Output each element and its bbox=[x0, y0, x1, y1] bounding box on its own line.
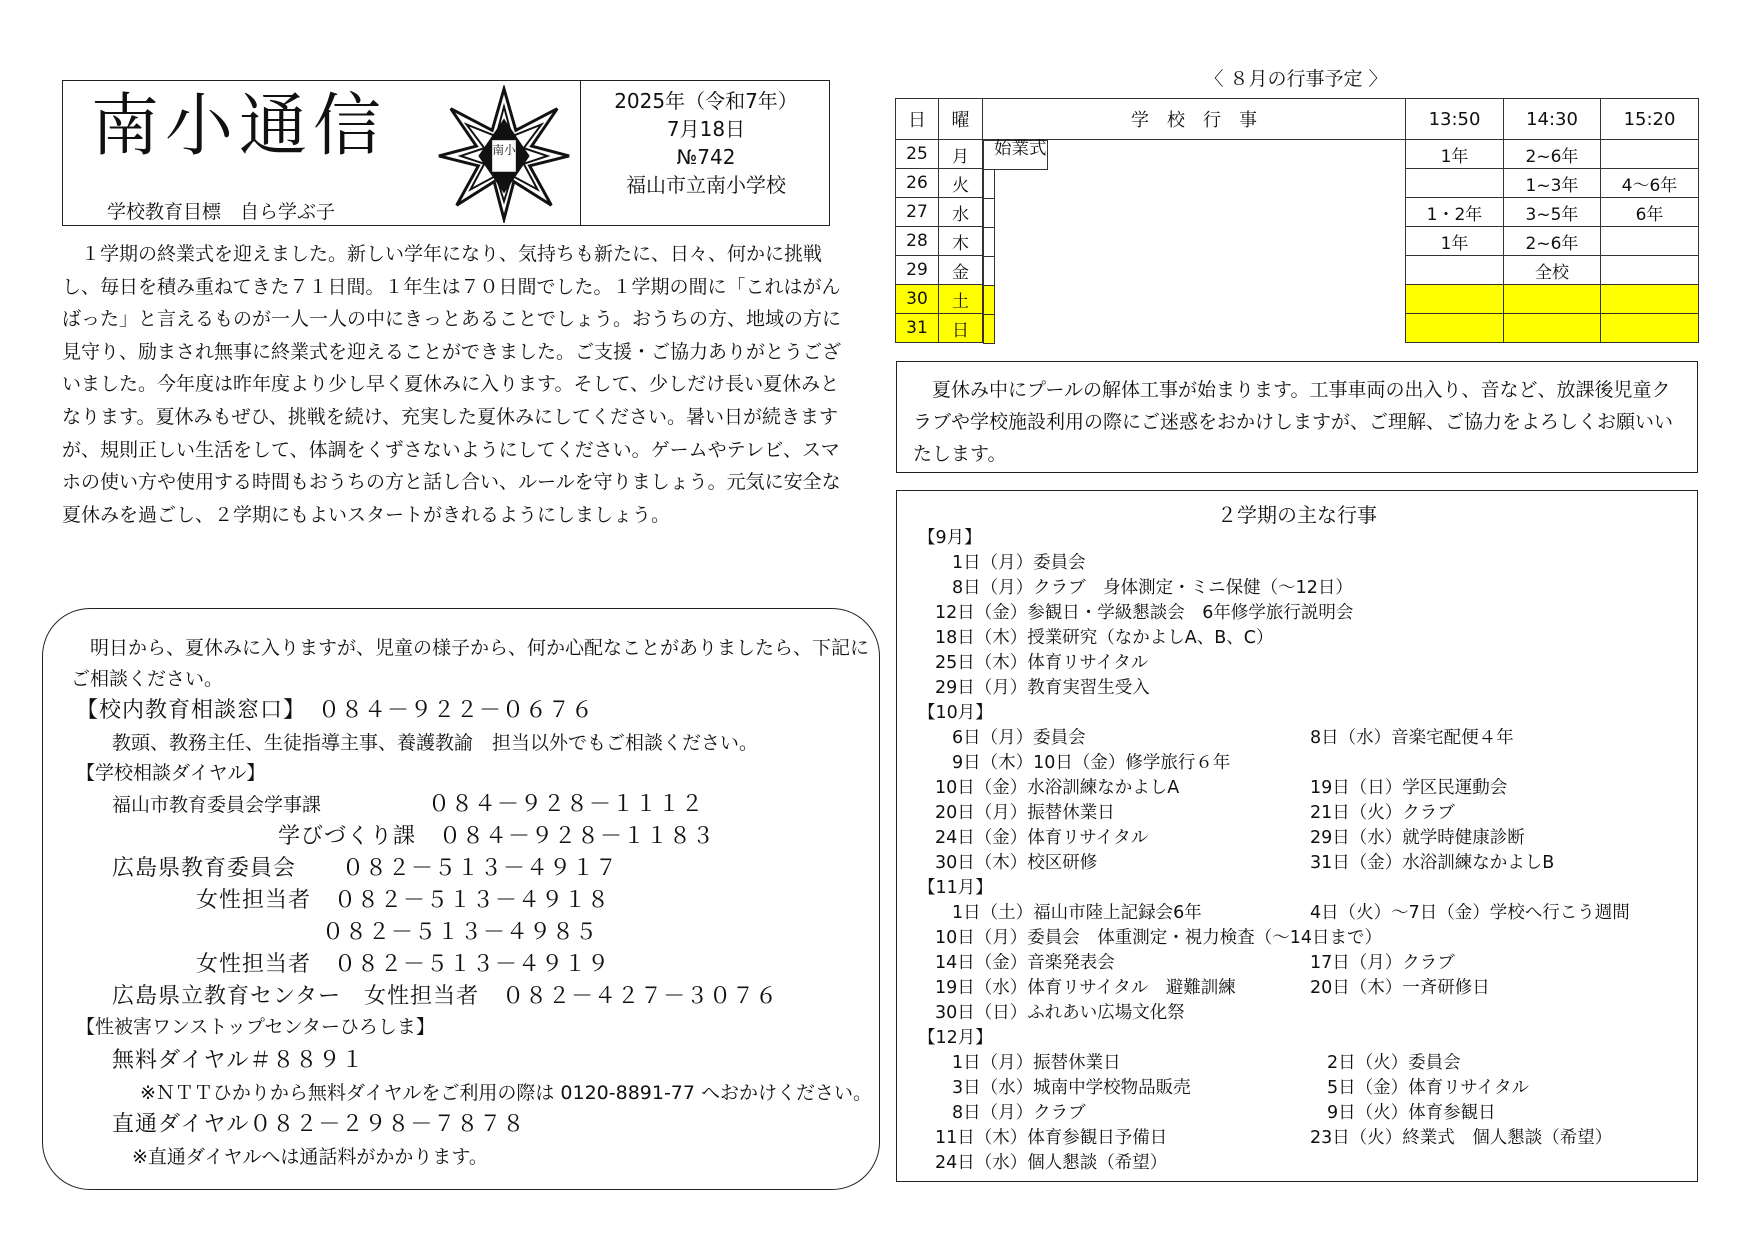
cell-1520 bbox=[1601, 285, 1699, 314]
col-1430: 14:30 bbox=[1504, 99, 1601, 140]
cell-day: 28 bbox=[896, 227, 939, 256]
cell-day: 27 bbox=[896, 198, 939, 227]
table-row bbox=[896, 169, 1699, 198]
cell-day: 30 bbox=[896, 285, 939, 314]
issue-number: №742 bbox=[676, 145, 736, 169]
consult-line: 学びづくり課 ０８４－９２８－１１８３ bbox=[278, 824, 716, 849]
cell-1350 bbox=[1406, 256, 1504, 285]
month-heading: 【9月】 bbox=[918, 528, 982, 548]
event-item: 31日（金）水浴訓練なかよしB bbox=[1310, 853, 1555, 873]
principal-message: １学期の終業式を迎えました。新しい学年になり、気持ちも新たに、日々、何かに挑戦し、毎日を積み重ねてきた７１日間。１年生は７０日間でした。１学期の間に「これはがんばった」と言えるものが一人一人の中にきっとあることでしょう。おうちの方、地域の方に見守り、励まされ無事に終業式を迎えることができました。ご支援・ご協力ありがとうございました。今年度は昨年度より少し早く夏休みに入ります。そして、少しだけ長い夏休みとなります。夏休みもぜひ、挑戦を続け、充実した夏休みにしてください。暑い日が続きますが、規則正しい生活をして、体調をくずさないようにしてください。ゲームやテレビ、スマホの使い方や使用する時間もおうちの方と話し合い、ルールを守りましょう。元気に安全な夏休みを過ごし、２学期にもよいスタートがきれるようにしましょう。 bbox=[62, 243, 842, 526]
col-day: 日 bbox=[896, 99, 939, 140]
event-item: 8日（月）クラブ 身体測定・ミニ保健（～12日） bbox=[952, 578, 1353, 598]
cell-event bbox=[983, 169, 995, 199]
event-item: 19日（日）学区民運動会 bbox=[1310, 778, 1508, 798]
newsletter-header bbox=[62, 80, 830, 226]
table-row bbox=[896, 198, 1699, 227]
consult-line: 女性担当者 ０８２－５１３－４９１９ bbox=[196, 952, 611, 977]
event-item: 5日（金）体育リサイタル bbox=[1327, 1078, 1530, 1098]
cell-day: 25 bbox=[896, 140, 939, 169]
consult-line: 直通ダイヤル０８２－２９８－７８７８ bbox=[112, 1112, 526, 1137]
svg-text:南小: 南小 bbox=[492, 143, 516, 157]
consult-line: ※直通ダイヤルへは通話料がかかります。 bbox=[132, 1146, 488, 1168]
term2-title: ２学期の主な行事 bbox=[1217, 503, 1377, 527]
consult-line: 広島県教育委員会 ０８２－５１３－４９１７ bbox=[112, 856, 619, 881]
issue-year: 2025年（令和7年） bbox=[614, 89, 798, 113]
event-item: 1日（月）委員会 bbox=[952, 553, 1086, 573]
cell-1430: 全校 bbox=[1504, 256, 1601, 285]
event-item: 17日（月）クラブ bbox=[1310, 953, 1455, 973]
notice-text: 夏休み中にプールの解体工事が始まります。工事車両の出入り、音など、放課後児童クラブや学校施設利用の際にご迷惑をおかけしますが、ご理解、ご協力をよろしくお願いいたします。 bbox=[913, 379, 1674, 465]
event-item: 29日（月）教育実習生受入 bbox=[935, 678, 1150, 698]
consult-line: 教頭、教務主任、生徒指導主事、養護教諭 担当以外でもご相談ください。 bbox=[112, 732, 759, 754]
event-item: 12日（金）参観日・学級懇談会 6年修学旅行説明会 bbox=[935, 603, 1354, 623]
consult-line: 福山市教育委員会学事課 bbox=[112, 794, 322, 816]
cell-1520 bbox=[1601, 256, 1699, 285]
event-item: 30日（日）ふれあい広場文化祭 bbox=[935, 1003, 1185, 1023]
cell-weekday: 水 bbox=[939, 198, 983, 227]
event-item: 3日（水）城南中学校物品販売 bbox=[952, 1078, 1191, 1098]
cell-1430: 2~6年 bbox=[1504, 140, 1601, 169]
table-row bbox=[896, 140, 1699, 169]
col-1350: 13:50 bbox=[1406, 99, 1504, 140]
col-weekday: 曜 bbox=[939, 99, 983, 140]
month-heading: 【11月】 bbox=[918, 878, 993, 898]
col-1520: 15:20 bbox=[1601, 99, 1699, 140]
cell-1520: 4～6年 bbox=[1601, 169, 1699, 198]
cell-weekday: 火 bbox=[939, 169, 983, 198]
cell-weekday: 月 bbox=[939, 140, 983, 169]
cell-weekday: 日 bbox=[939, 314, 983, 343]
event-item: 8日（月）クラブ bbox=[952, 1103, 1086, 1123]
cell-1350: 1年 bbox=[1406, 227, 1504, 256]
cell-day: 26 bbox=[896, 169, 939, 198]
consult-line: ０８４－９２８－１１１２ bbox=[428, 792, 705, 817]
consult-line: 【校内教育相談窓口】 ０８４－９２２－０６７６ bbox=[76, 698, 595, 723]
cell-1430: 1~3年 bbox=[1504, 169, 1601, 198]
cell-1430: 2~6年 bbox=[1504, 227, 1601, 256]
cell-event bbox=[983, 314, 995, 344]
august-schedule-title: 〈 ８月の行事予定 〉 bbox=[1204, 68, 1388, 90]
event-item: 25日（木）体育リサイタル bbox=[935, 653, 1149, 673]
event-item: 29日（水）就学時健康診断 bbox=[1310, 828, 1525, 848]
event-item: 9日（木）10日（金）修学旅行６年 bbox=[952, 753, 1231, 773]
consult-line: ※ＮＴＴひかりから無料ダイヤルをご利用の際は 0120-8891-77 へおかけください。 bbox=[140, 1082, 873, 1104]
consult-line: 【学校相談ダイヤル】 bbox=[76, 762, 266, 784]
event-item: 11日（木）体育参観日予備日 bbox=[935, 1128, 1168, 1148]
col-event: 学 校 行 事 bbox=[983, 99, 1406, 140]
cell-weekday: 土 bbox=[939, 285, 983, 314]
month-heading: 【10月】 bbox=[918, 703, 993, 723]
event-item: 18日（木）授業研究（なかよしA、B、C） bbox=[935, 628, 1274, 648]
cell-1350: 1年 bbox=[1406, 140, 1504, 169]
event-item: 24日（水）個人懇談（希望） bbox=[935, 1153, 1168, 1173]
cell-1430: 3~5年 bbox=[1504, 198, 1601, 227]
event-item: 6日（月）委員会 bbox=[952, 728, 1086, 748]
event-item: 1日（土）福山市陸上記録会6年 bbox=[952, 903, 1202, 923]
event-item: 4日（火）～7日（金）学校へ行こう週間 bbox=[1310, 903, 1630, 923]
consult-line: 【性被害ワンストップセンターひろしま】 bbox=[76, 1016, 435, 1038]
event-item: 10日（月）委員会 体重測定・視力検査（～14日まで） bbox=[935, 928, 1383, 948]
event-item: 20日（月）振替休業日 bbox=[935, 803, 1115, 823]
cell-weekday: 金 bbox=[939, 256, 983, 285]
table-row bbox=[896, 227, 1699, 256]
event-item: 30日（木）校区研修 bbox=[935, 853, 1098, 873]
event-item: 19日（水）体育リサイタル 避難訓練 bbox=[935, 978, 1236, 998]
event-item: 8日（水）音楽宅配便４年 bbox=[1310, 728, 1514, 748]
event-item: 1日（月）振替休業日 bbox=[952, 1053, 1121, 1073]
consult-line: 広島県立教育センター 女性担当者 ０８２－４２７－３０７６ bbox=[112, 984, 779, 1009]
cell-1520 bbox=[1601, 314, 1699, 343]
consultation-lead: 明日から、夏休みに入りますが、児童の様子から、何か心配なことがありましたら、下記にご相談ください。 bbox=[71, 637, 870, 690]
event-item: 20日（木）一斉研修日 bbox=[1310, 978, 1490, 998]
construction-notice bbox=[896, 361, 1698, 473]
table-header-row bbox=[896, 99, 1699, 140]
event-item: 21日（火）クラブ bbox=[1310, 803, 1455, 823]
consult-line: 無料ダイヤル＃８８９１ bbox=[112, 1048, 365, 1073]
event-item: 23日（火）終業式 個人懇談（希望） bbox=[1310, 1128, 1613, 1148]
cell-day: 29 bbox=[896, 256, 939, 285]
consult-line: 女性担当者 ０８２－５１３－４９１８ bbox=[196, 888, 611, 913]
cell-event bbox=[983, 285, 995, 315]
issue-info bbox=[583, 81, 829, 199]
cell-1350 bbox=[1406, 285, 1504, 314]
issue-date: 7月18日 bbox=[666, 117, 746, 141]
event-item: 10日（金）水浴訓練なかよしA bbox=[935, 778, 1180, 798]
cell-weekday: 木 bbox=[939, 227, 983, 256]
cell-event bbox=[983, 198, 995, 228]
cell-1350 bbox=[1406, 314, 1504, 343]
cell-event: 始業式 bbox=[983, 140, 1048, 170]
event-item: 24日（金）体育リサイタル bbox=[935, 828, 1149, 848]
cell-1350: 1・2年 bbox=[1406, 198, 1504, 227]
cell-1520: 6年 bbox=[1601, 198, 1699, 227]
consult-line: ０８２－５１３－４９８５ bbox=[322, 920, 599, 945]
table-row-weekend bbox=[896, 314, 1699, 343]
august-schedule-table bbox=[895, 98, 1699, 343]
cell-1520 bbox=[1601, 227, 1699, 256]
table-row bbox=[896, 256, 1699, 285]
event-item: 2日（火）委員会 bbox=[1327, 1053, 1461, 1073]
event-item: 9日（火）体育参観日 bbox=[1327, 1103, 1496, 1123]
cell-1430 bbox=[1504, 285, 1601, 314]
month-heading: 【12月】 bbox=[918, 1028, 993, 1048]
school-motto: 学校教育目標 自ら学ぶ子 bbox=[107, 201, 336, 223]
school-emblem bbox=[435, 85, 573, 223]
newsletter-title: 南小通信 bbox=[91, 87, 388, 166]
cell-event bbox=[983, 227, 995, 257]
table-row-weekend bbox=[896, 285, 1699, 314]
school-name: 福山市立南小学校 bbox=[626, 173, 786, 197]
cell-1430 bbox=[1504, 314, 1601, 343]
cell-event bbox=[983, 256, 995, 286]
header-divider bbox=[580, 81, 581, 225]
cell-day: 31 bbox=[896, 314, 939, 343]
cell-1520 bbox=[1601, 140, 1699, 169]
event-item: 14日（金）音楽発表会 bbox=[935, 953, 1115, 973]
cell-1350 bbox=[1406, 169, 1504, 198]
